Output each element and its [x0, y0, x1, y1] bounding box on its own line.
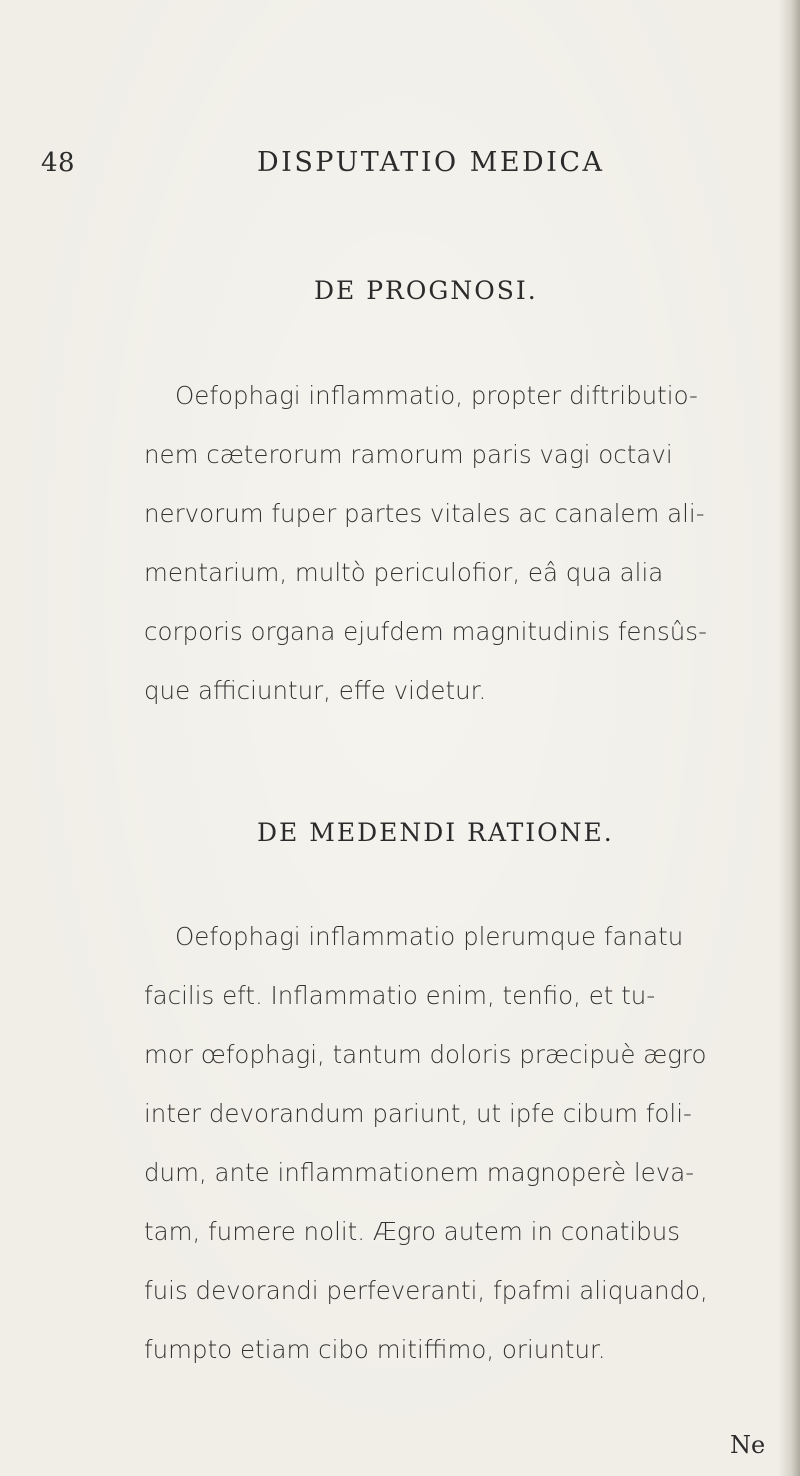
text-line: tam, fumere nolit. Ægro autem in conatibus: [144, 1217, 680, 1246]
text-line: dum, ante inflammationem magnoperè leva-: [144, 1158, 695, 1187]
section-heading-medendi-ratione: DE MEDENDI RATIONE.: [257, 818, 614, 847]
running-title: DISPUTATIO MEDICA: [257, 147, 605, 178]
text-line: Oefophagi inflammatio plerumque fanatu: [175, 922, 684, 951]
page-edge-shadow: [778, 0, 800, 1476]
text-line: nem cæterorum ramorum paris vagi octavi: [144, 440, 673, 469]
text-line: fuis devorandi perfeveranti, fpafmi aliquando,: [144, 1276, 708, 1305]
paragraph-medendi-ratione: [144, 917, 775, 1389]
text-line: fumpto etiam cibo mitiffimo, oriuntur.: [144, 1335, 606, 1364]
paragraph-prognosi: [144, 376, 775, 730]
text-line: que afficiuntur, effe videtur.: [144, 676, 487, 705]
text-line: Oefophagi inflammatio, propter diftributio-: [175, 381, 698, 410]
page-number: 48: [41, 148, 76, 178]
catchword: Ne: [730, 1431, 766, 1459]
text-line: corporis organa ejufdem magnitudinis fensûs-: [144, 617, 707, 646]
text-line: mor œfophagi, tantum doloris præcipuè ægro: [144, 1040, 707, 1069]
section-heading-prognosi: DE PROGNOSI.: [314, 276, 538, 305]
text-line: nervorum fuper partes vitales ac canalem ali-: [144, 499, 705, 528]
text-line: facilis eft. Inflammatio enim, tenfio, et tu-: [144, 981, 656, 1010]
text-line: mentarium, multò periculofior, eâ qua alia: [144, 558, 664, 587]
text-line: inter devorandum pariunt, ut ipfe cibum foli-: [144, 1099, 692, 1128]
